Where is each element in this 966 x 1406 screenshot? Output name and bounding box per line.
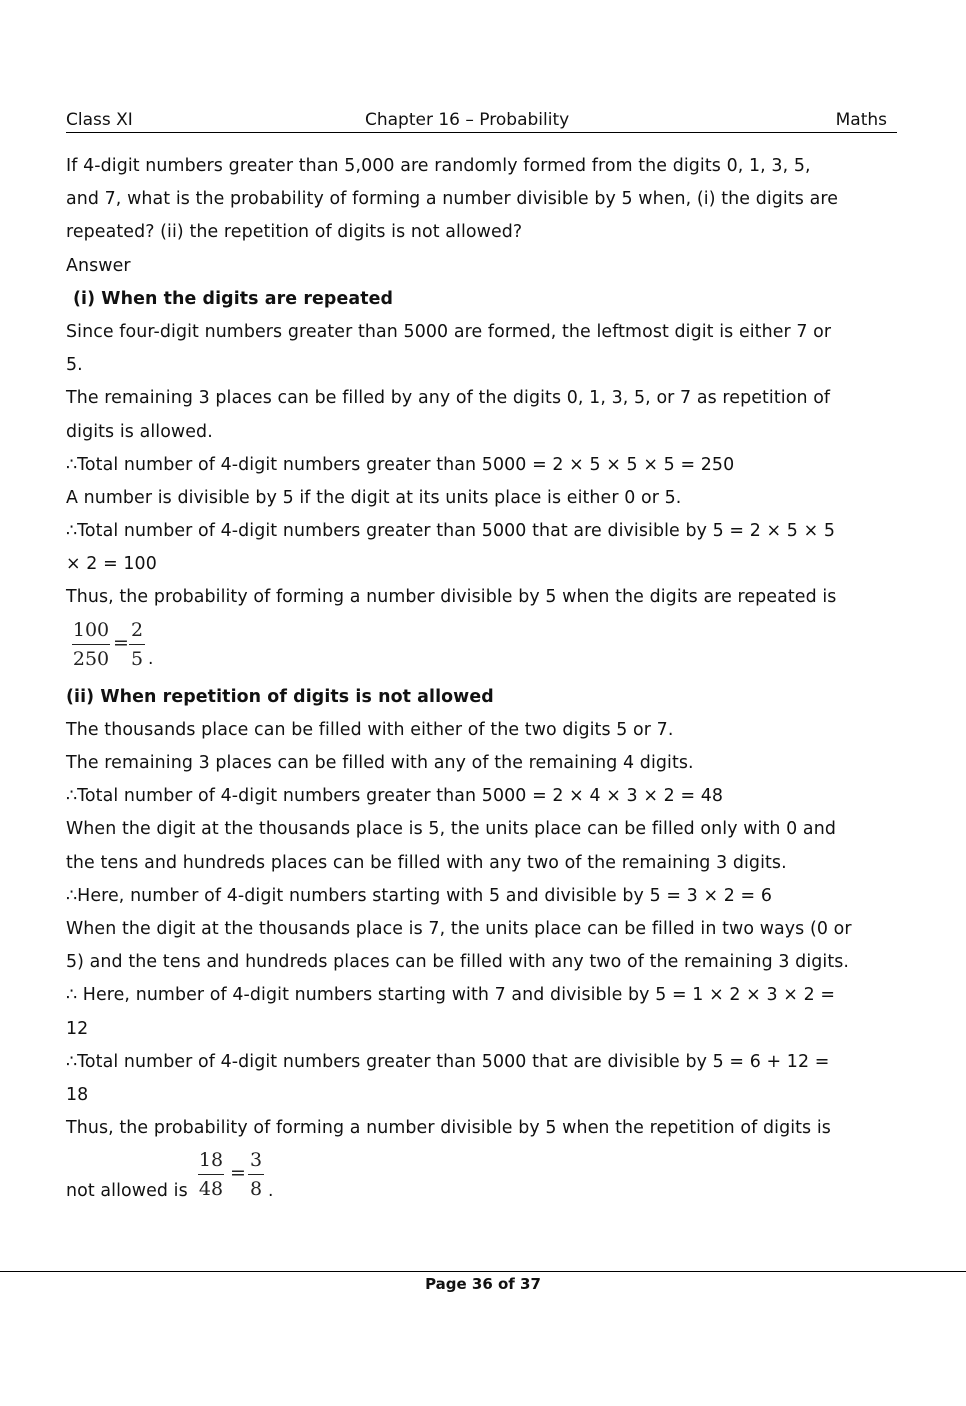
part-i-line-6: A number is divisible by 5 if the digit at its units place is either 0 or 5. [66, 487, 682, 508]
part-i-line-1: Since four-digit numbers greater than 5000 are formed, the leftmost digit is either 7 or [66, 321, 832, 342]
part-ii-line-8: 5) and the tens and hundreds places can be filled with any two of the remaining 3 digits. [66, 952, 850, 973]
part-i-line-8: × 2 = 100 [66, 554, 157, 575]
part-i-line-3: The remaining 3 places can be filled by any of the digits 0, 1, 3, 5, or 7 as repetition of [66, 388, 831, 409]
part-ii-line-2: The remaining 3 places can be filled with any of the remaining 4 digits. [66, 753, 694, 773]
part-i-line-4: digits is allowed. [66, 421, 213, 442]
page-number: Page 36 of 37 [425, 1275, 541, 1293]
fraction-bar [198, 1174, 224, 1175]
part-ii-line-12: 18 [66, 1084, 89, 1105]
fraction-3-over-8 [248, 1149, 264, 1200]
fraction-result-2 [66, 1145, 896, 1211]
fraction-result-1 [66, 615, 896, 681]
footer-divider [0, 1271, 966, 1272]
part-ii-line-7: When the digit at the thousands place is 7, the units place can be filled in two ways (0 or [66, 918, 852, 939]
part-ii-line-14: not allowed is [66, 1181, 188, 1202]
part-ii-heading: (ii) When repetition of digits is not allowed [66, 686, 494, 707]
question-line-3: repeated? (ii) the repetition of digits is not allowed? [66, 222, 523, 243]
fraction-bar [72, 644, 110, 645]
fraction-numerator: 100 [72, 618, 110, 641]
period: . [268, 1181, 274, 1202]
answer-label: Answer [66, 255, 131, 276]
part-ii-line-11: ∴Total number of 4-digit numbers greater than 5000 that are divisible by 5 = 6 + 12 = [66, 1051, 830, 1072]
header-subject: Maths [835, 110, 887, 130]
part-ii-line-10: 12 [66, 1018, 89, 1039]
part-ii-line-9: ∴ Here, number of 4-digit numbers starting with 7 and divisible by 5 = 1 × 2 × 3 × 2 = [66, 985, 836, 1006]
equals-sign: = [113, 631, 129, 654]
fraction-100-over-250 [72, 619, 110, 670]
header-chapter: Chapter 16 – Probability [365, 110, 570, 130]
fraction-18-over-48 [198, 1149, 224, 1200]
equals-sign: = [230, 1162, 246, 1185]
fraction-numerator: 2 [130, 618, 144, 641]
fraction-numerator: 18 [198, 1149, 224, 1172]
part-ii-line-6: ∴Here, number of 4-digit numbers starting with 5 and divisible by 5 = 3 × 2 = 6 [66, 885, 773, 906]
part-i-line-5: ∴Total number of 4-digit numbers greater than 5000 = 2 × 5 × 5 × 5 = 250 [66, 454, 735, 475]
header-class: Class XI [66, 110, 133, 130]
part-ii-line-13: Thus, the probability of forming a number divisible by 5 when the repetition of digits is [66, 1118, 831, 1139]
fraction-denominator: 5 [130, 647, 144, 670]
fraction-denominator: 8 [249, 1178, 263, 1201]
fraction-2-over-5 [129, 619, 145, 670]
part-i-line-9: Thus, the probability of forming a number divisible by 5 when the digits are repeated is [66, 587, 837, 608]
fraction-bar [248, 1174, 264, 1175]
period: . [148, 648, 154, 669]
page-header [66, 108, 897, 133]
part-i-heading: (i) When the digits are repeated [73, 288, 394, 309]
question-line-1: If 4-digit numbers greater than 5,000 are randomly formed from the digits 0, 1, 3, 5, [66, 156, 811, 176]
fraction-denominator: 48 [198, 1178, 224, 1201]
question-line-2: and 7, what is the probability of forming a number divisible by 5 when, (i) the digits are [66, 189, 838, 210]
page-content [66, 150, 896, 1211]
fraction-numerator: 3 [249, 1149, 263, 1172]
part-i-line-2: 5. [66, 355, 83, 376]
part-ii-line-3: ∴Total number of 4-digit numbers greater than 5000 = 2 × 4 × 3 × 2 = 48 [66, 786, 724, 807]
fraction-denominator: 250 [72, 647, 110, 670]
fraction-bar [129, 644, 145, 645]
part-ii-line-5: the tens and hundreds places can be filled with any two of the remaining 3 digits. [66, 852, 787, 873]
part-ii-line-1: The thousands place can be filled with either of the two digits 5 or 7. [66, 719, 674, 740]
part-ii-line-4: When the digit at the thousands place is 5, the units place can be filled only with 0 and [66, 819, 836, 840]
part-i-line-7: ∴Total number of 4-digit numbers greater than 5000 that are divisible by 5 = 2 × 5 × 5 [66, 521, 836, 542]
